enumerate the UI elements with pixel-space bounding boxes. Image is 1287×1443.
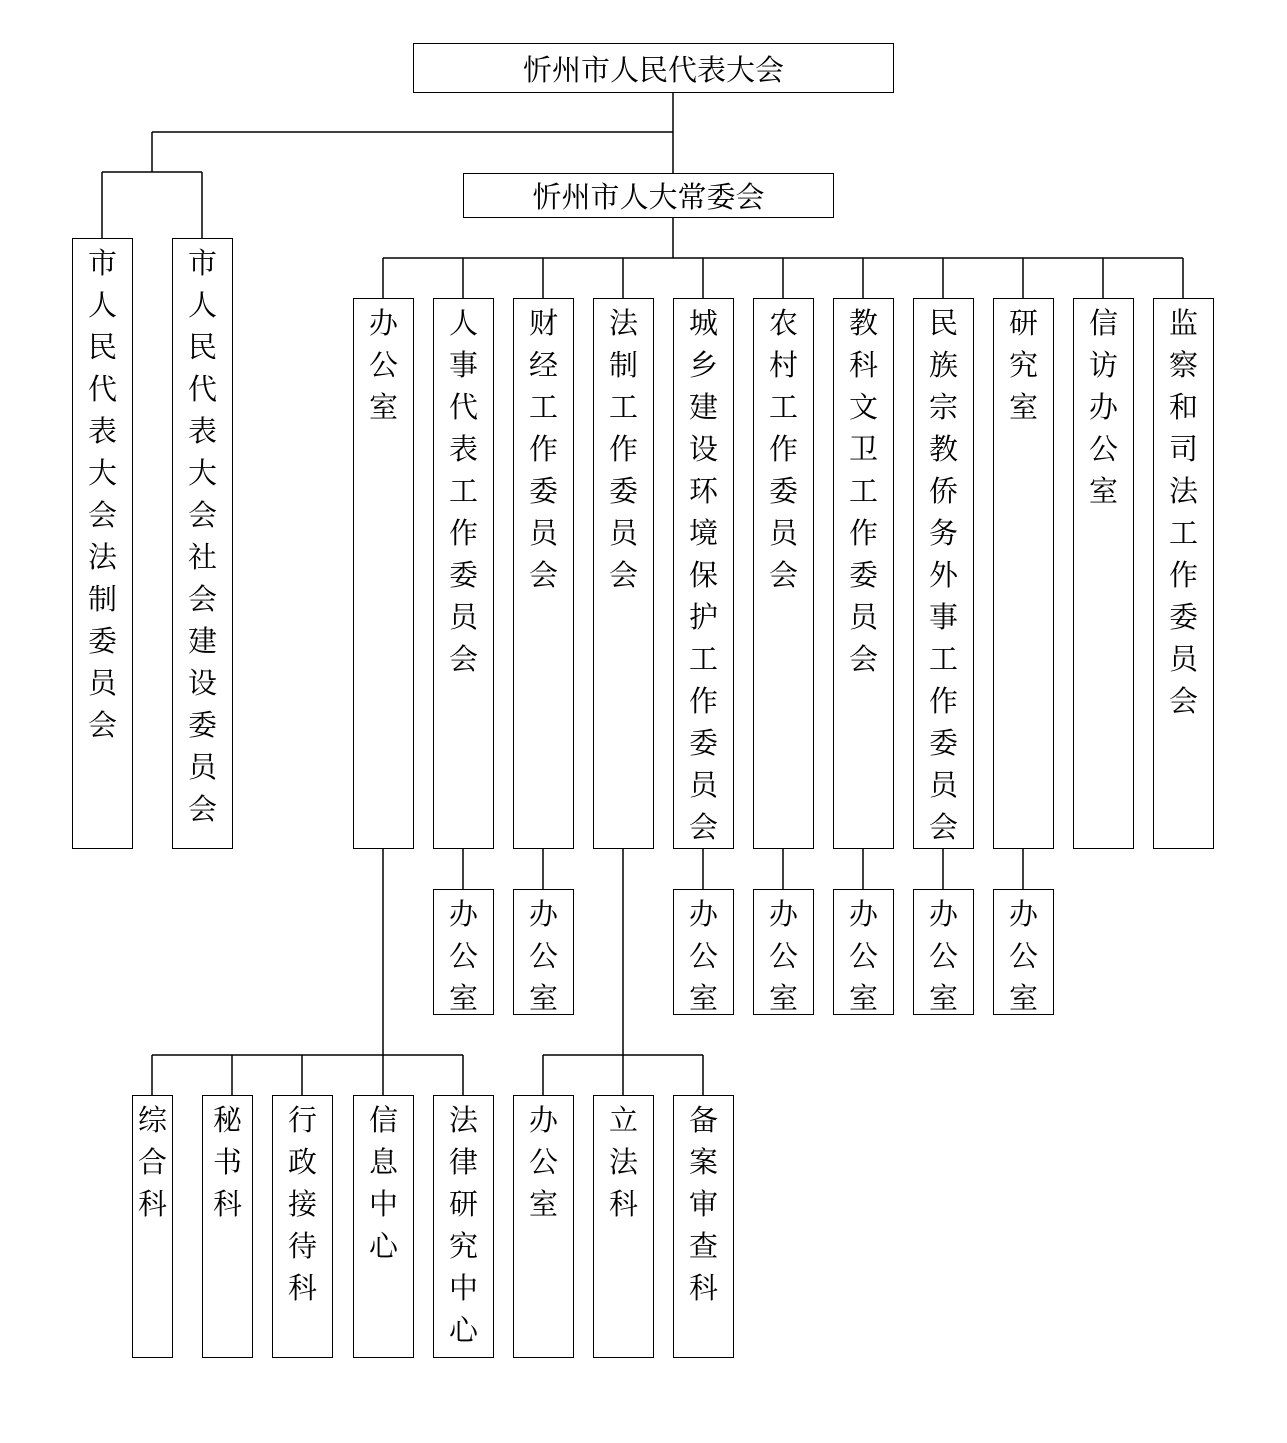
office-unit-label: 法律研究中心 <box>448 1103 478 1347</box>
sub-office-urban-rural-node <box>673 889 734 1015</box>
dept-rural-node <box>753 298 814 849</box>
legal-unit-legislation-node <box>593 1095 654 1358</box>
sub-office-label: 办公室 <box>448 897 478 1015</box>
standing-committee-label: 忻州市人大常委会 <box>532 180 765 214</box>
legal-committee-node <box>72 238 133 849</box>
office-unit-info-center-node <box>353 1095 414 1358</box>
dept-label: 人事代表工作委员会 <box>448 306 478 676</box>
legal-unit-label: 立法科 <box>608 1103 638 1221</box>
dept-label: 农村工作委员会 <box>768 306 798 592</box>
dept-education-node <box>833 298 894 849</box>
legal-unit-label: 备案审查科 <box>688 1103 718 1305</box>
root-node <box>413 43 894 93</box>
sub-office-ethnic-node <box>913 889 974 1015</box>
dept-label: 法制工作委员会 <box>608 306 638 592</box>
legal-unit-filing-review-node <box>673 1095 734 1358</box>
dept-petition-node <box>1073 298 1134 849</box>
sub-office-personnel-node <box>433 889 494 1015</box>
dept-label: 信访办公室 <box>1088 306 1118 508</box>
office-unit-general-node <box>132 1095 173 1358</box>
sub-office-label: 办公室 <box>848 897 878 1015</box>
office-unit-secretary-node <box>202 1095 253 1358</box>
dept-urban-rural-node <box>673 298 734 849</box>
dept-personnel-node <box>433 298 494 849</box>
legal-unit-office-node <box>513 1095 574 1358</box>
office-unit-label: 秘书科 <box>212 1103 242 1221</box>
root-label: 忻州市人民代表大会 <box>522 52 784 87</box>
office-unit-label: 行政接待科 <box>287 1103 317 1305</box>
dept-legal-node <box>593 298 654 849</box>
office-unit-reception-node <box>272 1095 333 1358</box>
sub-office-research-node <box>993 889 1054 1015</box>
sub-office-finance-node <box>513 889 574 1015</box>
dept-label: 研究室 <box>1008 306 1038 424</box>
dept-label: 监察和司法工作委员会 <box>1168 306 1198 718</box>
social-construction-committee-label: 市人民代表大会社会建设委员会 <box>187 246 217 826</box>
sub-office-label: 办公室 <box>1008 897 1038 1015</box>
sub-office-label: 办公室 <box>768 897 798 1015</box>
sub-office-label: 办公室 <box>688 897 718 1015</box>
legal-unit-label: 办公室 <box>528 1103 558 1221</box>
sub-office-label: 办公室 <box>528 897 558 1015</box>
dept-label: 民族宗教侨务外事工作委员会 <box>928 306 958 844</box>
office-unit-law-research-node <box>433 1095 494 1358</box>
dept-label: 财经工作委员会 <box>528 306 558 592</box>
legal-committee-label: 市人民代表大会法制委员会 <box>87 246 117 742</box>
dept-office-node <box>353 298 414 849</box>
sub-office-rural-node <box>753 889 814 1015</box>
dept-finance-node <box>513 298 574 849</box>
office-unit-label: 综合科 <box>137 1103 167 1221</box>
standing-committee-node <box>463 173 834 218</box>
office-unit-label: 信息中心 <box>368 1103 398 1263</box>
dept-research-node <box>993 298 1054 849</box>
dept-ethnic-node <box>913 298 974 849</box>
sub-office-education-node <box>833 889 894 1015</box>
dept-label: 教科文卫工作委员会 <box>848 306 878 676</box>
dept-label: 城乡建设环境保护工作委员会 <box>688 306 718 844</box>
dept-supervision-node <box>1153 298 1214 849</box>
sub-office-label: 办公室 <box>928 897 958 1015</box>
social-construction-committee-node <box>172 238 233 849</box>
dept-label: 办公室 <box>368 306 398 424</box>
